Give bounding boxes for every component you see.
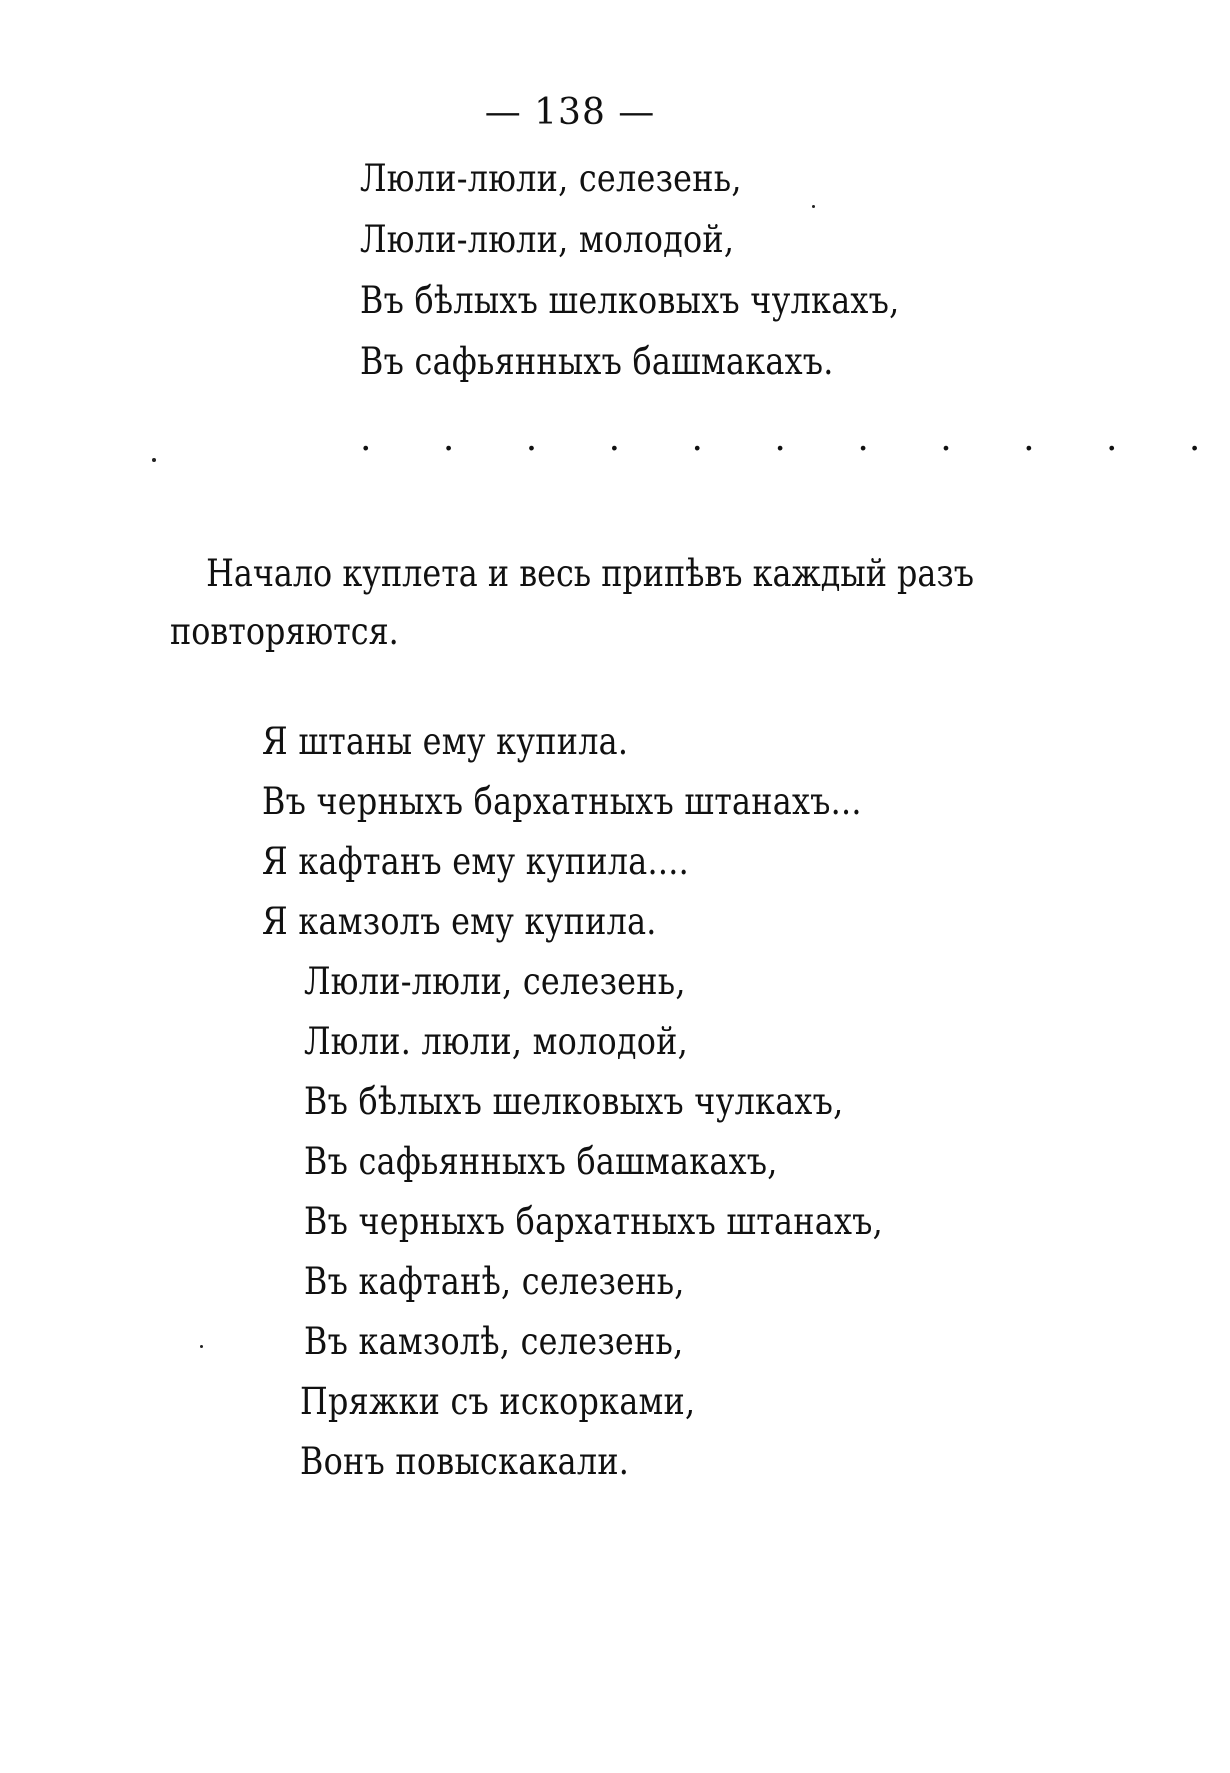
note-line: повторяются. — [170, 610, 399, 653]
verse-line: Въ бѣлыхъ шелковыхъ чулкахъ, — [360, 279, 900, 322]
ellipsis-row: . . . . . . . . . . . — [360, 418, 1230, 459]
note-paragraph — [170, 545, 1030, 661]
verse-line: Пряжки съ искорками, — [300, 1380, 696, 1423]
verse-line: Въ камзолѣ, селезень, — [304, 1320, 684, 1363]
verse-line: Въ сафьянныхъ башмакахъ. — [360, 340, 834, 383]
verse-line: Въ кафтанѣ, селезень, — [304, 1260, 685, 1303]
verse-line: Я кафтанъ ему купила.... — [262, 840, 690, 883]
verse-line: Я штаны ему купила. — [262, 720, 629, 763]
verse-line: Я камзолъ ему купила. — [262, 900, 657, 943]
page-number: — 138 — — [484, 92, 656, 133]
verse-line: Люли. люли, молодой, — [304, 1020, 688, 1063]
verse-line: Въ черныхъ бархатныхъ штанахъ, — [304, 1200, 884, 1243]
scan-speck — [812, 205, 815, 208]
verse-line: Въ сафьянныхъ башмакахъ, — [304, 1140, 778, 1183]
note-line: Начало куплета и весь припѣвъ каждый разъ — [206, 552, 974, 595]
scan-speck — [200, 1345, 203, 1348]
verse-line: Вонъ повыскакали. — [300, 1440, 630, 1483]
scan-speck — [152, 458, 156, 462]
verse-line: Люли-люли, селезень, — [304, 960, 686, 1003]
verse-line: Люли-люли, селезень, — [360, 157, 742, 200]
verse-line: Люли-люли, молодой, — [360, 218, 735, 261]
verse-line: Въ бѣлыхъ шелковыхъ чулкахъ, — [304, 1080, 844, 1123]
verse-line: Въ черныхъ бархатныхъ штанахъ... — [262, 780, 862, 823]
